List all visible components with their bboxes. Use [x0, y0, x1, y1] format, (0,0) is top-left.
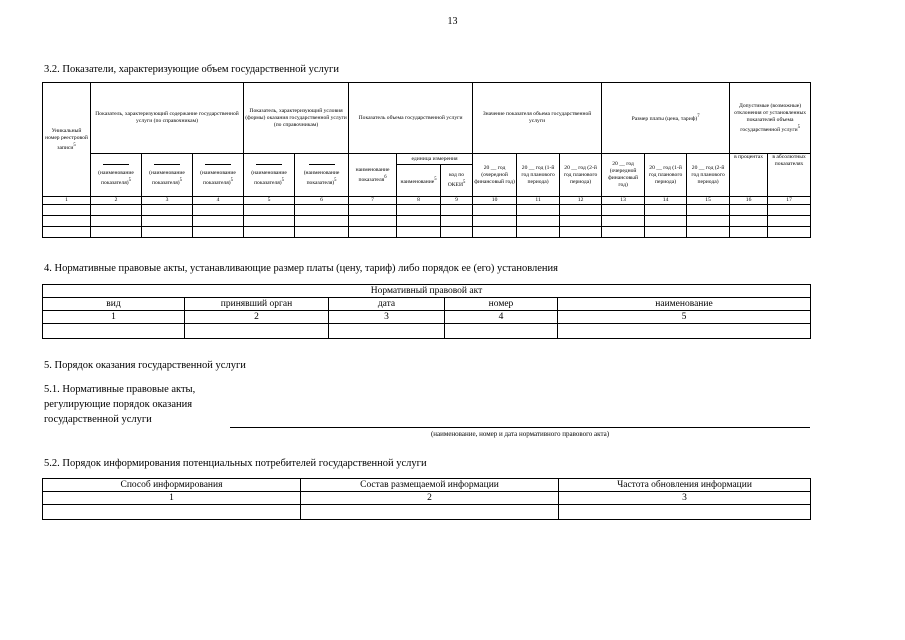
sub-indicator-name: (наименование показателя)$^5$: [193, 154, 244, 197]
sub-year-3: 20 __ год (2-й год планового периода): [560, 154, 602, 197]
sub-indicator-name: (наименование показателя)$^5$: [91, 154, 142, 197]
column-number: 1: [43, 197, 91, 205]
table-cell: [295, 205, 349, 216]
column-header: Способ информирования: [43, 479, 301, 492]
table-cell: [397, 205, 441, 216]
sub-fee-year-3: 20 __ год (2-й год планового периода): [687, 154, 730, 197]
table-cell: [560, 227, 602, 238]
legal-act-header: Нормативный правовой акт: [43, 285, 811, 298]
table-cell: [142, 216, 193, 227]
header-fee: Размер платы (цена, тариф)$^7$: [602, 83, 730, 154]
column-header: наименование: [558, 298, 811, 311]
column-number: 9: [441, 197, 473, 205]
table-cell: [142, 227, 193, 238]
table-cell: [517, 205, 560, 216]
table-cell: [142, 205, 193, 216]
section-3-2-title: 3.2. Показатели, характеризующие объем государственной услуги: [44, 64, 339, 75]
sub-okei: код по ОКЕИ$^5$: [441, 165, 473, 197]
column-header: вид: [43, 298, 185, 311]
sub-indicator-name: (наименование показателя)$^5$: [142, 154, 193, 197]
header-conditions-indicator: Показатель, характеризующий условия (формы) оказания государственной услуги (по справочникам): [244, 83, 349, 154]
table-cell: [730, 227, 768, 238]
header-allowed-deviation: Допустимые (возможные) отклонения от установленных показателей объема государственной услуги$^5$: [730, 83, 811, 154]
column-header: дата: [329, 298, 445, 311]
table-cell: [768, 216, 811, 227]
column-number: 10: [473, 197, 517, 205]
table-cell: [645, 205, 687, 216]
sub-absolute: в абсолютных показателях: [768, 154, 811, 197]
table-cell: [473, 227, 517, 238]
table-cell: [602, 205, 645, 216]
table-cell: [43, 216, 91, 227]
column-number: 4: [445, 311, 558, 324]
column-number: 14: [645, 197, 687, 205]
column-number: 11: [517, 197, 560, 205]
column-number: 17: [768, 197, 811, 205]
column-header: Состав размещаемой информации: [301, 479, 559, 492]
column-number: 8: [397, 197, 441, 205]
table-row: [43, 324, 811, 339]
header-content-indicator: Показатель, характеризующий содержание государственной услуги (по справочникам): [91, 83, 244, 154]
table-cell: [441, 227, 473, 238]
table-cell: [193, 216, 244, 227]
column-number: 13: [602, 197, 645, 205]
table-cell: [397, 216, 441, 227]
table-cell: [244, 205, 295, 216]
column-number: 3: [142, 197, 193, 205]
column-number: 3: [559, 492, 811, 505]
section-4-title: 4. Нормативные правовые акты, устанавливающие размер платы (цену, тариф) либо порядок ее (его) установления: [44, 263, 558, 274]
column-number: 6: [295, 197, 349, 205]
table-row: [43, 216, 811, 227]
column-number: 16: [730, 197, 768, 205]
column-number: 12: [560, 197, 602, 205]
sub-year-2: 20 __ год (1-й год планового периода): [517, 154, 560, 197]
table-cell: [295, 227, 349, 238]
section-5-title: 5. Порядок оказания государственной услуги: [44, 360, 246, 371]
table-cell: [730, 205, 768, 216]
sub-unit: единица измерения: [397, 154, 473, 165]
table-cell: [91, 205, 142, 216]
table-cell: [193, 205, 244, 216]
table-cell: [441, 205, 473, 216]
sub-volume-name: наименование показателя$^6$: [349, 154, 397, 197]
table-cell: [517, 227, 560, 238]
legal-acts-table: [42, 284, 811, 339]
table-cell: [645, 216, 687, 227]
sub-percent: в процентах: [730, 154, 768, 197]
table-cell: [91, 227, 142, 238]
sub-fee-year-2: 20 __ год (1-й год планового периода): [645, 154, 687, 197]
sub-unit-name: наименование$^5$: [397, 165, 441, 197]
table-row: [43, 505, 811, 520]
column-number: 5: [558, 311, 811, 324]
column-number: 3: [329, 311, 445, 324]
column-number: 1: [43, 311, 185, 324]
table-cell: [349, 216, 397, 227]
table-cell: [560, 205, 602, 216]
table-cell: [43, 205, 91, 216]
column-number: 2: [301, 492, 559, 505]
column-number: 7: [349, 197, 397, 205]
table-cell: [244, 227, 295, 238]
table-cell: [43, 227, 91, 238]
table-cell: [517, 216, 560, 227]
table-cell: [687, 205, 730, 216]
column-number: 5: [244, 197, 295, 205]
header-volume-value: Значение показателя объема государственной услуги: [473, 83, 602, 154]
sub-indicator-name: (наименование показателя)$^5$: [244, 154, 295, 197]
table-cell: [602, 216, 645, 227]
table-cell: [687, 227, 730, 238]
sub-indicator-name: (наименование показателя)$^5$: [295, 154, 349, 197]
volume-indicators-table: [42, 82, 811, 238]
table-cell: [441, 216, 473, 227]
table-cell: [397, 227, 441, 238]
table-cell: [473, 216, 517, 227]
table-cell: [687, 216, 730, 227]
section-5-1-label: 5.1. Нормативные правовые акты, регулирующие порядок оказания государственной услуги: [44, 384, 196, 425]
column-header: Частота обновления информации: [559, 479, 811, 492]
table-cell: [349, 227, 397, 238]
table-cell: [473, 205, 517, 216]
column-header: принявший орган: [185, 298, 329, 311]
table-cell: [768, 227, 811, 238]
column-number: 15: [687, 197, 730, 205]
column-number: 4: [193, 197, 244, 205]
legal-act-caption: (наименование, номер и дата нормативного правового акта): [430, 430, 610, 438]
table-cell: [244, 216, 295, 227]
table-cell: [768, 205, 811, 216]
table-cell: [645, 227, 687, 238]
table-row: [43, 205, 811, 216]
page-number: 13: [447, 16, 458, 27]
section-5-2-title: 5.2. Порядок информирования потенциальных потребителей государственной услуги: [44, 458, 427, 469]
sub-year-1: 20 __ год (очередной финансовый год): [473, 154, 517, 197]
column-number: 1: [43, 492, 301, 505]
column-number: 2: [185, 311, 329, 324]
table-cell: [730, 216, 768, 227]
sub-fee-year-1: 20 __ год (очередной финансовый год): [602, 154, 645, 197]
legal-act-line: [230, 427, 810, 428]
table-cell: [349, 205, 397, 216]
table-cell: [193, 227, 244, 238]
table-cell: [602, 227, 645, 238]
informing-table: [42, 478, 811, 520]
column-header: номер: [445, 298, 558, 311]
table-cell: [560, 216, 602, 227]
header-unique-number: Уникальный номер реестровой записи$^5$: [43, 83, 91, 197]
header-volume-indicator: Показатель объема государственной услуги: [349, 83, 473, 154]
column-number: 2: [91, 197, 142, 205]
table-cell: [295, 216, 349, 227]
table-row: [43, 227, 811, 238]
table-cell: [91, 216, 142, 227]
